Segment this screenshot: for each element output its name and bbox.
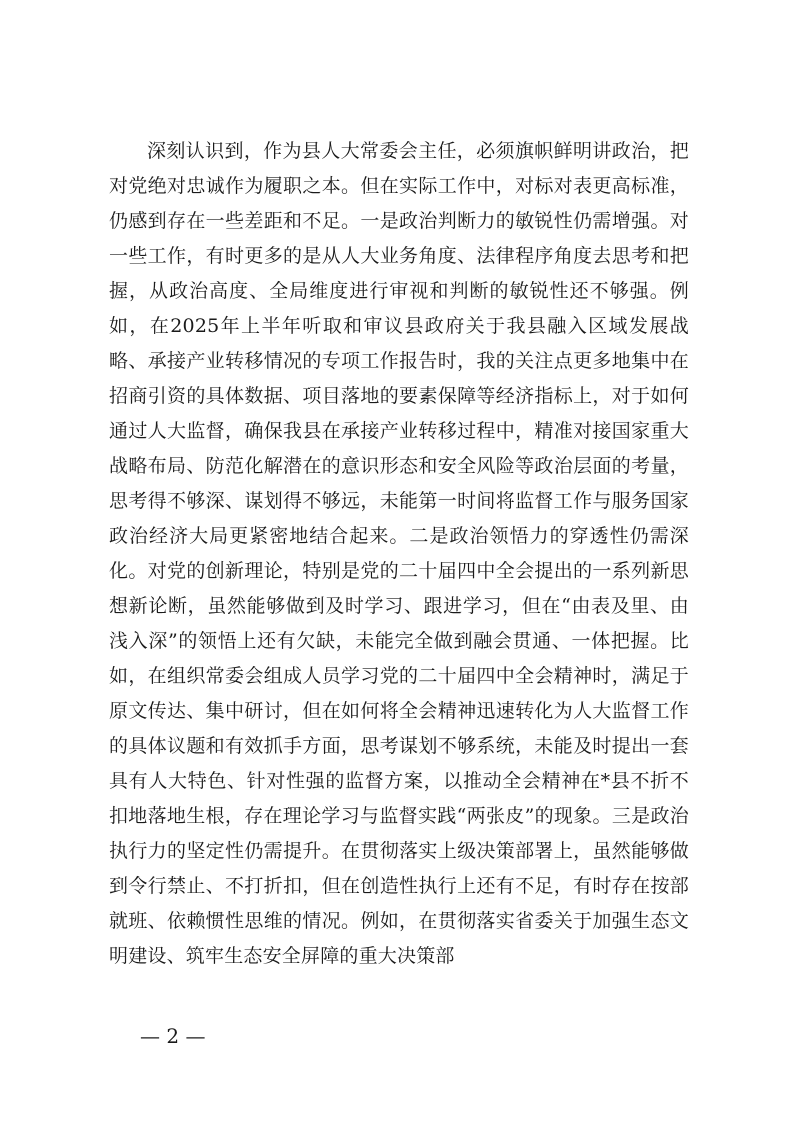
body-paragraph: 深刻认识到，作为县人大常委会主任，必须旗帜鲜明讲政治，把对党绝对忠诚作为履职之本。但在实际工作中，对标对表更高标准，仍感到存在一些差距和不足。一是政治判断力的敏锐性仍需增强。对一些工作，有时更多的是从人大业务角度、法律程序角度去思考和把握，从政治高度、全局维度进行审视和判断的敏锐性还不够强。例如，在2025年上半年听取和审议县政府关于我县融入区域发展战略、承接产业转移情况的专项工作报告时，我的关注点更多地集中在招商引资的具体数据、项目落地的要素保障等经济指标上，对于如何通过人大监督，确保我县在承接产业转移过程中，精准对接国家重大战略布局、防范化解潜在的意识形态和安全风险等政治层面的考量，思考得不够深、谋划得不够远，未能第一时间将监督工作与服务国家政治经济大局更紧密地结合起来。二是政治领悟力的穿透性仍需深化。对党的创新理论，特别是党的二十届四中全会提出的一系列新思想新论断，虽然能够做到及时学习、跟进学习，但在“由表及里、由浅入深”的领悟上还有欠缺，未能完全做到融会贯通、一体把握。比如，在组织常委会组成人员学习党的二十届四中全会精神时，满足于原文传达、集中研讨，但在如何将全会精神迅速转化为人大监督工作的具体议题和有效抓手方面，思考谋划不够系统，未能及时提出一套具有人大特色、针对性强的监督方案，以推动全会精神在*县不折不扣地落地生根，存在理论学习与监督实践“两张皮”的现象。三是政治执行力的坚定性仍需提升。在贯彻落实上级决策部署上，虽然能够做到令行禁止、不打折扣，但在创造性执行上还有不足，有时存在按部就班、依赖惯性思维的情况。例如，在贯彻落实省委关于加强生态文明建设、筑牢生态安全屏障的重大决策部 — [109, 140, 689, 967]
page-number: — 2 — — [140, 1024, 206, 1048]
